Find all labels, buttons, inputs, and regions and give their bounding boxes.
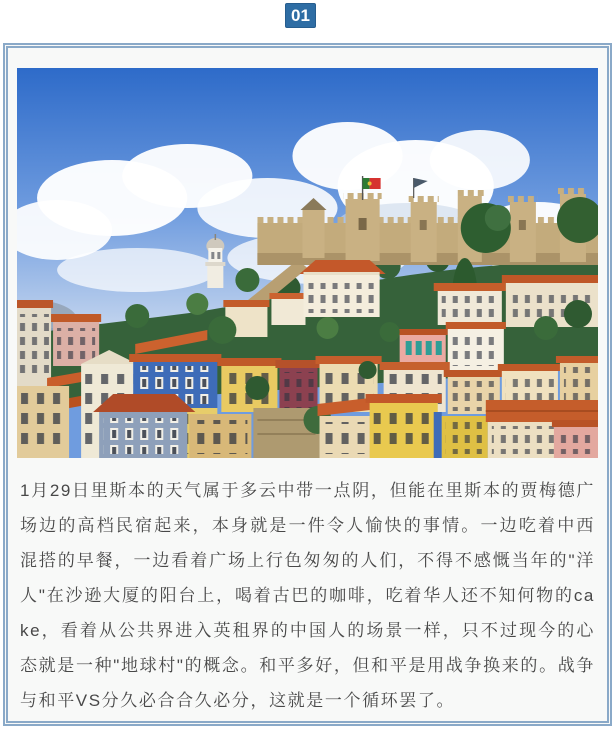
content-card: [3, 43, 612, 726]
dome-tower: [205, 234, 225, 288]
section-number-badge: 01: [285, 3, 316, 28]
lisbon-photo-illustration: [17, 68, 598, 458]
lisbon-photo: [17, 68, 598, 458]
article-paragraph: 1月29日里斯本的天气属于多云中带一点阴，但能在里斯本的贾梅德广场边的高档民宿起来，本身就是一件令人愉快的事情。一边吃着中西混搭的早餐，一边看着广场上行色匆匆的人们，不得不感慨当年的"洋人"在沙逊大厦的阳台上，喝着古巴的咖啡，吃着华人还不知何物的cake，看着从公共界进入英租界的中国人的场景一样，只不过现今的心态就是一种"地球村"的概念。和平多好，但和平是用战争换来的。战争与和平VS分久必合合久必分，这就是一个循环罢了。: [20, 481, 595, 710]
